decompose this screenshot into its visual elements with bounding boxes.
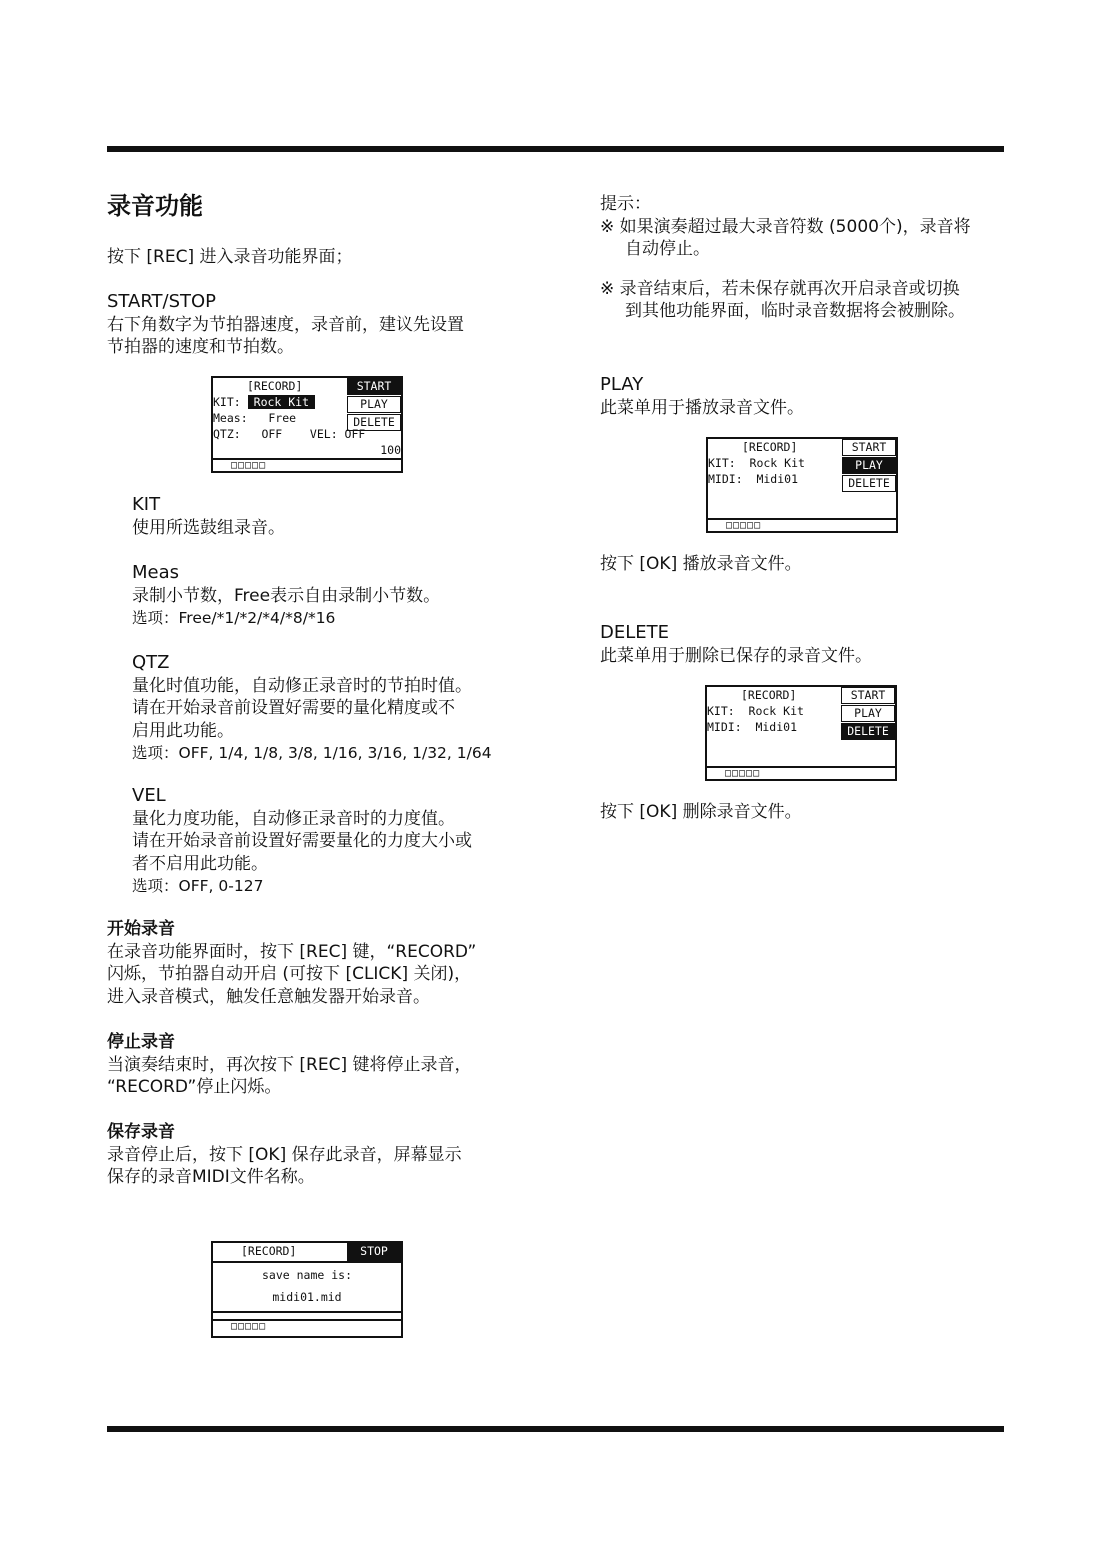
lcd-save-screen bbox=[211, 1241, 403, 1338]
lcd-kit-row: KIT: Rock Kit bbox=[707, 704, 804, 718]
lcd-footer: □□□□□ bbox=[707, 766, 895, 779]
menu-start: START bbox=[347, 378, 401, 395]
page-title: 录音功能 bbox=[107, 192, 203, 220]
kit-value: Rock Kit bbox=[248, 395, 315, 409]
lcd-record-screen bbox=[211, 376, 403, 473]
lcd-footer: □□□□□ bbox=[708, 518, 896, 531]
text-line: 保存的录音MIDI文件名称。 bbox=[107, 1167, 315, 1187]
lcd-delete-screen bbox=[705, 685, 897, 781]
text-line: 右下角数字为节拍器速度，录音前，建议先设置 bbox=[107, 314, 464, 335]
lcd-midi-row: MIDI: Midi01 bbox=[707, 720, 798, 734]
delete-section bbox=[600, 622, 872, 667]
lcd-line: save name is: bbox=[261, 1268, 352, 1282]
lcd-line: midi01.mid bbox=[272, 1290, 342, 1304]
heading: 开始录音 bbox=[107, 919, 175, 939]
play-instruction: 按下 [OK] 播放录音文件。 bbox=[600, 554, 802, 574]
lcd-header: [RECORD] bbox=[741, 688, 797, 702]
lcd-menu bbox=[347, 378, 401, 432]
heading: QTZ bbox=[132, 652, 170, 673]
lcd-meas-row: Meas: Free bbox=[213, 411, 297, 425]
text-line: 录制小节数，Free表示自由录制小节数。 bbox=[132, 585, 441, 606]
play-section bbox=[600, 374, 804, 419]
menu-delete: DELETE bbox=[842, 475, 896, 492]
text-line: 者不启用此功能。 bbox=[132, 853, 268, 874]
heading: DELETE bbox=[600, 622, 670, 643]
stop-indicator: STOP bbox=[347, 1243, 401, 1261]
lcd-divider bbox=[213, 1311, 401, 1319]
top-rule bbox=[107, 146, 1004, 152]
bottom-rule bbox=[107, 1426, 1004, 1432]
kit-label: KIT: bbox=[213, 395, 241, 409]
lcd-midi-row: MIDI: Midi01 bbox=[708, 472, 799, 486]
heading: START/STOP bbox=[107, 291, 217, 312]
text-line: 请在开始录音前设置好需要量化的力度大小或 bbox=[132, 831, 472, 851]
text-line: 在录音功能界面时，按下 [REC] 键，“RECORD” bbox=[107, 941, 477, 962]
text-line: 使用所选鼓组录音。 bbox=[132, 517, 285, 538]
options-text: 选项：Free/*1/*2/*4/*8/*16 bbox=[132, 609, 336, 627]
tip-line: ※ 录音结束后，若未保存就再次开启录音或切换 bbox=[600, 278, 960, 299]
text-line: 进入录音模式，触发任意触发器开始录音。 bbox=[107, 986, 430, 1007]
lcd-header-row bbox=[213, 1243, 401, 1263]
text-line: 节拍器的速度和节拍数。 bbox=[107, 337, 294, 357]
menu-play: PLAY bbox=[347, 396, 401, 413]
heading: KIT bbox=[132, 494, 161, 515]
menu-delete: DELETE bbox=[841, 723, 895, 740]
tips-section bbox=[600, 193, 1020, 323]
text-line: 此菜单用于播放录音文件。 bbox=[600, 397, 804, 418]
menu-play: PLAY bbox=[842, 457, 896, 474]
vel-section bbox=[132, 785, 472, 898]
save-recording-section bbox=[107, 1121, 462, 1189]
heading: 停止录音 bbox=[107, 1032, 175, 1052]
lcd-menu bbox=[842, 439, 896, 493]
lcd-header: [RECORD] bbox=[247, 379, 303, 393]
lcd-tempo: 100 bbox=[380, 443, 401, 457]
meas-section bbox=[132, 562, 440, 630]
delete-instruction: 按下 [OK] 删除录音文件。 bbox=[600, 802, 802, 822]
lcd-footer: □□□□□ bbox=[213, 458, 401, 471]
stop-recording-section bbox=[107, 1031, 472, 1099]
text-line: 此菜单用于删除已保存的录音文件。 bbox=[600, 645, 872, 666]
options-text: 选项：OFF, 0-127 bbox=[132, 877, 264, 895]
qtz-section bbox=[132, 652, 492, 765]
heading: VEL bbox=[132, 785, 166, 806]
tip-line: 到其他功能界面，临时录音数据将会被删除。 bbox=[625, 301, 965, 321]
heading: 保存录音 bbox=[107, 1122, 175, 1142]
intro-text: 按下 [REC] 进入录音功能界面； bbox=[107, 247, 353, 267]
options-text: 选项：OFF, 1/4, 1/8, 3/8, 1/16, 3/16, 1/32, 1/64 bbox=[132, 744, 492, 762]
lcd-header: [RECORD] bbox=[742, 440, 798, 454]
lcd-kit-row: KIT: Rock Kit bbox=[708, 456, 805, 470]
lcd-play-screen bbox=[706, 437, 898, 533]
lcd-footer: □□□□□ bbox=[213, 1319, 401, 1332]
tip-line: 自动停止。 bbox=[625, 239, 710, 259]
start-recording-section bbox=[107, 918, 476, 1008]
tip-line: ※ 如果演奏超过最大录音符数 (5000个)，录音将 bbox=[600, 216, 971, 237]
tips-heading: 提示： bbox=[600, 194, 651, 214]
start-stop-section bbox=[107, 291, 464, 359]
lcd-header: [RECORD] bbox=[241, 1244, 297, 1258]
text-line: 录音停止后，按下 [OK] 保存此录音，屏幕显示 bbox=[107, 1144, 462, 1165]
heading: PLAY bbox=[600, 374, 644, 395]
menu-delete: DELETE bbox=[347, 414, 401, 431]
text-line: 当演奏结束时，再次按下 [REC] 键将停止录音， bbox=[107, 1054, 472, 1075]
lcd-qtz-row: QTZ: OFF VEL: OFF bbox=[213, 427, 366, 441]
text-line: “RECORD”停止闪烁。 bbox=[107, 1077, 282, 1097]
heading: Meas bbox=[132, 562, 180, 583]
text-line: 启用此功能。 bbox=[132, 720, 234, 741]
text-line: 量化力度功能，自动修正录音时的力度值。 bbox=[132, 808, 455, 829]
menu-start: START bbox=[842, 439, 896, 456]
menu-start: START bbox=[841, 687, 895, 704]
text-line: 请在开始录音前设置好需要的量化精度或不 bbox=[132, 698, 455, 718]
text-line: 闪烁，节拍器自动开启 (可按下 [CLICK] 关闭)， bbox=[107, 964, 472, 984]
kit-section bbox=[132, 494, 285, 539]
menu-play: PLAY bbox=[841, 705, 895, 722]
text-line: 量化时值功能，自动修正录音时的节拍时值。 bbox=[132, 675, 472, 696]
lcd-menu bbox=[841, 687, 895, 741]
